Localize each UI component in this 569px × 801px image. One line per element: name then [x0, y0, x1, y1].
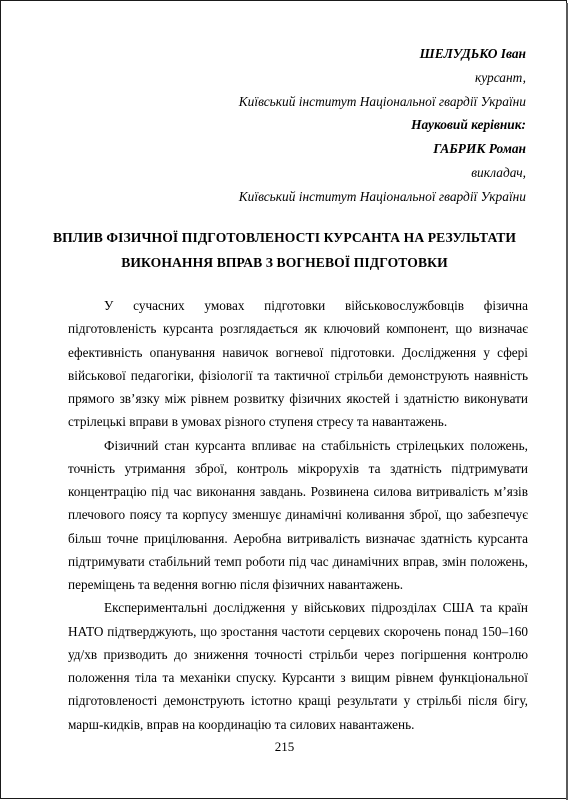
- article-body: [68, 294, 528, 736]
- supervisor-heading: Науковий керівник:: [411, 117, 526, 133]
- supervisor-affiliation: Київський інститут Національної гвардії України: [238, 188, 526, 204]
- article-title: [40, 225, 529, 275]
- title-line-1: ВПЛИВ ФІЗИЧНОЇ ПІДГОТОВЛЕНОСТІ КУРСАНТА НА РЕЗУЛЬТАТИ: [52, 230, 517, 245]
- page-number: 215: [274, 739, 295, 754]
- author-role: курсант,: [474, 69, 526, 85]
- author-name: ШЕЛУДЬКО Іван: [419, 46, 526, 61]
- author-affiliation: Київський інститут Національної гвардії України: [238, 93, 526, 109]
- supervisor-role: викладач,: [471, 164, 526, 180]
- author-block: [239, 42, 526, 209]
- paragraph-1: У сучасних умовах підготовки військовослужбовців фізична підготовленість курсанта розглядається як ключовий компонент, що визначає ефективність опанування навичок вогневої підготовки. Дослідження у сфері військової педагогіки, фізіології та тактичної стрільби демонструють наявність прямого зв’язку між рівнем розвитку фізичних якостей і здатністю виконувати стрілецькі вправи в умовах різного ступеня стресу та навантажень.: [68, 298, 528, 430]
- title-line-2: ВИКОНАННЯ ВПРАВ З ВОГНЕВОЇ ПІДГОТОВКИ: [121, 255, 448, 270]
- paragraph-2: Фізичний стан курсанта впливає на стабільність стрілецьких положень, точність утримання зброї, контроль мікрорухів та здатність підтримувати концентрацію під час виконання завдань. Розвинена силова витривалість м’язів плечового поясу та корпусу зменшує динамічні коливання зброї, що забезпечує більш точне прицілювання. Аеробна витривалість визначає здатність курсанта підтримувати стабільний темп роботи під час динамічних вправ, змін положень, переміщень та ведення вогню після фізичних навантажень.: [68, 437, 528, 592]
- supervisor-name: ГАБРИК Роман: [433, 141, 526, 157]
- paragraph-3: Експериментальні дослідження у військових підрозділах США та країн НАТО підтверджують, що зростання частоти серцевих скорочень понад 150–160 уд/хв призводить до зниження точності стрільби через погіршення контролю положення тіла та механіки спуску. Курсанти з вищим рівнем функціональної підготовленості демонструють істотно кращі результати у стрільбі після бігу, марш-кидків, вправ на координацію та силових навантажень.: [68, 600, 528, 732]
